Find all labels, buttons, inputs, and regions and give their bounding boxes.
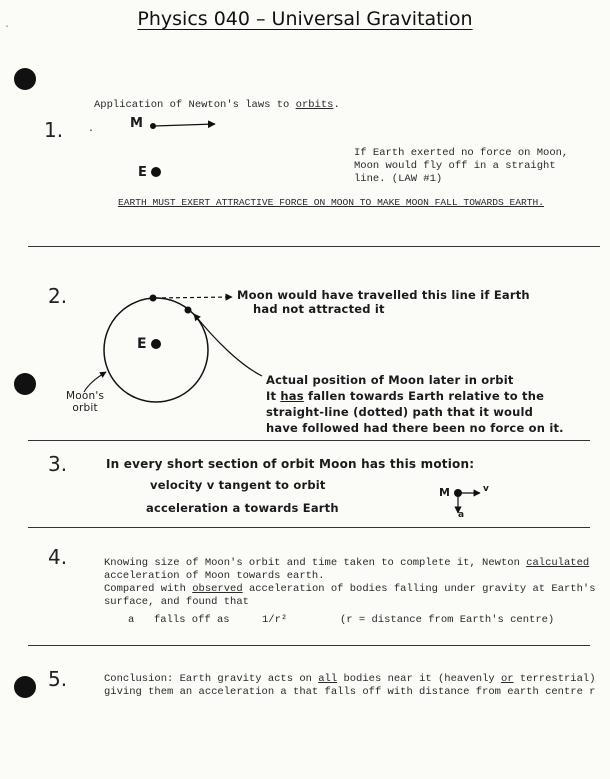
section-4-number: 4. bbox=[48, 545, 68, 569]
formula-inverse-square: 1/r² bbox=[262, 614, 288, 626]
actual-position-pointer bbox=[194, 314, 262, 376]
earth-dot-2 bbox=[151, 339, 161, 349]
stray-dot: . bbox=[88, 124, 95, 135]
orbit-label-pointer bbox=[84, 372, 106, 392]
actual-position-note: Actual position of Moon later in orbit It has fallen towards Earth relative to the straight-line (dotted) path that it would have followed had there been no force on it. bbox=[266, 373, 564, 435]
moon-label-m: M bbox=[130, 116, 144, 131]
page-title: Physics 040 – Universal Gravitation bbox=[137, 8, 473, 30]
section-4-text: Knowing size of Moon's orbit and time taken to complete it, Newton calculated acceleration of Moon towards earth. Compared with observed acceleration of bodies falling under gravity at Earth's surface, and found that bbox=[104, 557, 596, 608]
earth-dot-1 bbox=[151, 167, 161, 177]
section-5-text: Conclusion: Earth gravity acts on all bodies near it (heavenly or terrestrial) giving them an acceleration a that falls off with distance from earth centre r bbox=[104, 673, 596, 698]
section-3-number: 3. bbox=[48, 452, 68, 476]
orbit-circle bbox=[104, 298, 208, 402]
no-force-note: If Earth exerted no force on Moon, Moon would fly off in a straight line. (LAW #1) bbox=[354, 147, 569, 185]
moon-later-dot bbox=[185, 307, 192, 314]
velocity-arrow-1 bbox=[154, 124, 215, 126]
section-1-conclusion: EARTH MUST EXERT ATTRACTIVE FORCE ON MOON TO MAKE MOON FALL TOWARDS EARTH. bbox=[118, 197, 545, 208]
tangent-path-note: Moon would have travelled this line if Earth had not attracted it bbox=[237, 288, 530, 316]
earth-label-e-2: E bbox=[137, 336, 147, 352]
motion-diagram-a: a bbox=[458, 510, 465, 520]
formula-falls-off: falls off as bbox=[154, 614, 230, 626]
section-5-number: 5. bbox=[48, 667, 68, 691]
section-3-line-1: In every short section of orbit Moon has this motion: bbox=[106, 457, 475, 471]
formula-a: a bbox=[128, 614, 135, 626]
motion-diagram-v: v bbox=[483, 484, 490, 494]
section-2-number: 2. bbox=[48, 284, 68, 308]
earth-label-e: E bbox=[138, 165, 148, 180]
tangent-dotted-line bbox=[155, 297, 232, 298]
motion-diagram-m: M bbox=[439, 486, 451, 499]
moon-orbit-label: Moon's orbit bbox=[66, 390, 105, 414]
corner-mark: · bbox=[4, 22, 11, 33]
formula-r-definition: (r = distance from Earth's centre) bbox=[340, 614, 555, 626]
section-3-line-2: velocity v tangent to orbit bbox=[150, 478, 326, 492]
section-1-number: 1. bbox=[44, 118, 64, 142]
section-1-intro: Application of Newton's laws to orbits. bbox=[94, 99, 340, 111]
section-3-line-3: acceleration a towards Earth bbox=[146, 501, 339, 515]
